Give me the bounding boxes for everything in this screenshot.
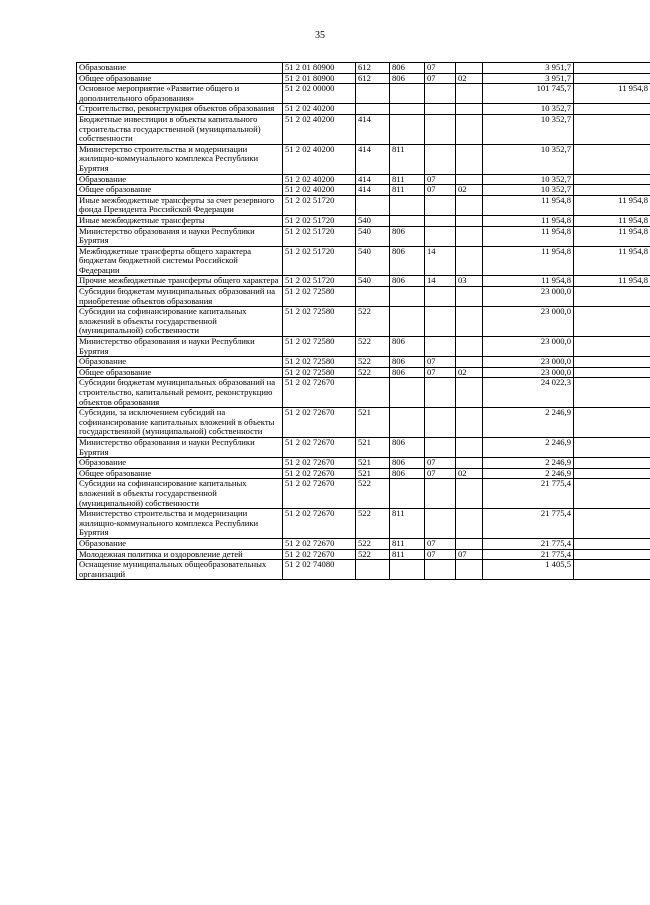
row-amount-cell: 23 000,0 (483, 357, 574, 368)
row-federal-amount-cell (574, 378, 650, 408)
row-subsection-cell (456, 63, 483, 74)
row-csr-code-cell: 51 2 02 72670 (283, 509, 356, 539)
row-federal-amount-cell (574, 307, 650, 337)
row-section-cell (425, 287, 456, 307)
row-name-cell: Образование (77, 357, 283, 368)
row-subsection-cell (456, 104, 483, 115)
page-number: 35 (315, 30, 325, 41)
row-name-cell: Субсидии бюджетам муниципальных образований на приобретение объектов образования (77, 287, 283, 307)
row-expense-type-cell: 414 (356, 114, 390, 144)
row-csr-code-cell: 51 2 02 72670 (283, 437, 356, 457)
row-csr-code-cell: 51 2 02 72670 (283, 458, 356, 469)
row-amount-cell: 3 951,7 (483, 73, 574, 84)
row-amount-cell: 21 775,4 (483, 509, 574, 539)
row-subsection-cell (456, 378, 483, 408)
row-name-cell: Общее образование (77, 367, 283, 378)
row-expense-type-cell: 522 (356, 479, 390, 509)
row-csr-code-cell: 51 2 02 40200 (283, 114, 356, 144)
row-expense-type-cell: 540 (356, 226, 390, 246)
row-ministry-code-cell: 806 (390, 226, 425, 246)
row-expense-type-cell (356, 287, 390, 307)
row-amount-cell: 11 954,8 (483, 276, 574, 287)
row-amount-cell: 10 352,7 (483, 114, 574, 144)
row-section-cell: 07 (425, 185, 456, 196)
row-name-cell: Бюджетные инвестиции в объекты капитального строительства государственной (муниципальной) собственности (77, 114, 283, 144)
row-amount-cell: 11 954,8 (483, 195, 574, 215)
row-amount-cell: 23 000,0 (483, 337, 574, 357)
row-name-cell: Образование (77, 63, 283, 74)
row-section-cell (425, 479, 456, 509)
row-ministry-code-cell: 806 (390, 458, 425, 469)
row-amount-cell: 21 775,4 (483, 538, 574, 549)
table-row (77, 84, 650, 104)
row-amount-cell: 23 000,0 (483, 367, 574, 378)
row-federal-amount-cell: 11 954,8 (574, 84, 650, 104)
row-csr-code-cell: 51 2 02 72670 (283, 549, 356, 560)
row-federal-amount-cell (574, 104, 650, 115)
table-row (77, 560, 650, 580)
row-federal-amount-cell (574, 560, 650, 580)
row-name-cell: Субсидии, за исключением субсидий на софинансирование капитальных вложений в объекты государственной (муниципальной) собственности (77, 408, 283, 438)
row-section-cell: 07 (425, 458, 456, 469)
table-row (77, 367, 650, 378)
row-ministry-code-cell: 806 (390, 357, 425, 368)
row-federal-amount-cell: 11 954,8 (574, 215, 650, 226)
table-row (77, 246, 650, 276)
row-csr-code-cell: 51 2 02 51720 (283, 226, 356, 246)
row-federal-amount-cell (574, 538, 650, 549)
row-csr-code-cell: 51 2 02 51720 (283, 276, 356, 287)
row-ministry-code-cell (390, 307, 425, 337)
row-federal-amount-cell (574, 458, 650, 469)
row-section-cell (425, 84, 456, 104)
row-expense-type-cell: 521 (356, 408, 390, 438)
row-ministry-code-cell: 806 (390, 246, 425, 276)
row-expense-type-cell: 612 (356, 63, 390, 74)
row-expense-type-cell: 540 (356, 246, 390, 276)
row-name-cell: Иные межбюджетные трансферты за счет резервного фонда Президента Российской Федерации (77, 195, 283, 215)
row-csr-code-cell: 51 2 02 51720 (283, 215, 356, 226)
row-section-cell (425, 408, 456, 438)
row-section-cell (425, 226, 456, 246)
row-csr-code-cell: 51 2 02 51720 (283, 246, 356, 276)
row-name-cell: Субсидии бюджетам муниципальных образований на строительство, капитальный ремонт, реконструкцию объектов образования (77, 378, 283, 408)
row-section-cell: 07 (425, 73, 456, 84)
row-federal-amount-cell (574, 174, 650, 185)
row-ministry-code-cell: 806 (390, 437, 425, 457)
row-federal-amount-cell: 11 954,8 (574, 246, 650, 276)
row-ministry-code-cell: 806 (390, 63, 425, 74)
row-ministry-code-cell (390, 84, 425, 104)
row-csr-code-cell: 51 2 02 72670 (283, 479, 356, 509)
row-expense-type-cell (356, 560, 390, 580)
row-ministry-code-cell (390, 479, 425, 509)
table-row (77, 549, 650, 560)
row-csr-code-cell: 51 2 02 72670 (283, 378, 356, 408)
row-name-cell: Образование (77, 538, 283, 549)
row-amount-cell: 11 954,8 (483, 246, 574, 276)
row-federal-amount-cell: 11 954,8 (574, 226, 650, 246)
row-federal-amount-cell (574, 185, 650, 196)
table-row (77, 337, 650, 357)
row-amount-cell: 21 775,4 (483, 479, 574, 509)
row-csr-code-cell: 51 2 02 00000 (283, 84, 356, 104)
row-name-cell: Молодежная политика и оздоровление детей (77, 549, 283, 560)
row-subsection-cell (456, 307, 483, 337)
row-csr-code-cell: 51 2 02 74080 (283, 560, 356, 580)
row-section-cell (425, 215, 456, 226)
table-row (77, 458, 650, 469)
row-section-cell (425, 307, 456, 337)
row-expense-type-cell: 414 (356, 144, 390, 174)
row-section-cell (425, 195, 456, 215)
row-name-cell: Министерство образования и науки Республики Бурятия (77, 437, 283, 457)
row-section-cell: 07 (425, 538, 456, 549)
row-subsection-cell (456, 509, 483, 539)
table-row (77, 307, 650, 337)
row-federal-amount-cell (574, 479, 650, 509)
row-subsection-cell (456, 246, 483, 276)
row-csr-code-cell: 51 2 02 40200 (283, 185, 356, 196)
row-csr-code-cell: 51 2 01 80900 (283, 63, 356, 74)
row-federal-amount-cell (574, 437, 650, 457)
row-csr-code-cell: 51 2 02 72580 (283, 287, 356, 307)
row-section-cell: 14 (425, 246, 456, 276)
row-amount-cell: 10 352,7 (483, 144, 574, 174)
row-amount-cell: 23 000,0 (483, 287, 574, 307)
row-amount-cell: 2 246,9 (483, 468, 574, 479)
table-row (77, 276, 650, 287)
table-row (77, 538, 650, 549)
row-ministry-code-cell (390, 287, 425, 307)
table-row (77, 73, 650, 84)
row-section-cell (425, 560, 456, 580)
row-ministry-code-cell (390, 560, 425, 580)
row-section-cell (425, 509, 456, 539)
row-amount-cell: 11 954,8 (483, 215, 574, 226)
row-expense-type-cell: 414 (356, 174, 390, 185)
row-name-cell: Общее образование (77, 468, 283, 479)
row-name-cell: Образование (77, 174, 283, 185)
row-csr-code-cell: 51 2 02 72670 (283, 468, 356, 479)
row-section-cell: 07 (425, 63, 456, 74)
row-name-cell: Прочие межбюджетные трансферты общего характера (77, 276, 283, 287)
row-section-cell (425, 378, 456, 408)
row-subsection-cell: 02 (456, 73, 483, 84)
row-subsection-cell (456, 538, 483, 549)
row-federal-amount-cell (574, 73, 650, 84)
row-ministry-code-cell: 811 (390, 538, 425, 549)
row-ministry-code-cell: 811 (390, 174, 425, 185)
row-subsection-cell (456, 479, 483, 509)
table-row (77, 468, 650, 479)
row-amount-cell: 10 352,7 (483, 185, 574, 196)
row-ministry-code-cell: 811 (390, 185, 425, 196)
row-subsection-cell (456, 195, 483, 215)
row-expense-type-cell: 522 (356, 307, 390, 337)
row-ministry-code-cell (390, 104, 425, 115)
row-section-cell (425, 337, 456, 357)
table-row (77, 226, 650, 246)
row-ministry-code-cell: 811 (390, 144, 425, 174)
row-ministry-code-cell: 811 (390, 549, 425, 560)
row-csr-code-cell: 51 2 02 72580 (283, 307, 356, 337)
row-name-cell: Субсидии на софинансирование капитальных вложений в объекты государственной (муниципальной) собственности (77, 307, 283, 337)
table-row (77, 287, 650, 307)
row-name-cell: Субсидии на софинансирование капитальных вложений в объекты государственной (муниципальной) собственности (77, 479, 283, 509)
row-subsection-cell (456, 174, 483, 185)
row-csr-code-cell: 51 2 02 40200 (283, 144, 356, 174)
row-csr-code-cell: 51 2 02 72580 (283, 367, 356, 378)
row-section-cell: 07 (425, 468, 456, 479)
row-name-cell: Образование (77, 458, 283, 469)
row-expense-type-cell (356, 84, 390, 104)
row-expense-type-cell: 521 (356, 437, 390, 457)
row-csr-code-cell: 51 2 01 80900 (283, 73, 356, 84)
row-federal-amount-cell (574, 509, 650, 539)
row-subsection-cell (456, 215, 483, 226)
table-row (77, 185, 650, 196)
row-name-cell: Межбюджетные трансферты общего характера бюджетам бюджетной системы Российской Федерации (77, 246, 283, 276)
row-subsection-cell (456, 144, 483, 174)
row-federal-amount-cell (574, 408, 650, 438)
row-section-cell: 14 (425, 276, 456, 287)
row-federal-amount-cell (574, 114, 650, 144)
row-ministry-code-cell (390, 114, 425, 144)
row-subsection-cell (456, 357, 483, 368)
row-ministry-code-cell (390, 378, 425, 408)
row-name-cell: Министерство образования и науки Республики Бурятия (77, 226, 283, 246)
row-expense-type-cell: 612 (356, 73, 390, 84)
table-row (77, 104, 650, 115)
row-section-cell (425, 114, 456, 144)
row-subsection-cell: 07 (456, 549, 483, 560)
row-section-cell (425, 144, 456, 174)
row-name-cell: Оснащение муниципальных общеобразовательных организаций (77, 560, 283, 580)
table-row (77, 479, 650, 509)
row-subsection-cell (456, 226, 483, 246)
table-row (77, 408, 650, 438)
table-row (77, 378, 650, 408)
row-csr-code-cell: 51 2 02 51720 (283, 195, 356, 215)
table-row (77, 63, 650, 74)
table-row (77, 437, 650, 457)
row-expense-type-cell: 540 (356, 276, 390, 287)
row-amount-cell: 3 951,7 (483, 63, 574, 74)
row-federal-amount-cell (574, 468, 650, 479)
row-ministry-code-cell: 806 (390, 468, 425, 479)
row-ministry-code-cell (390, 408, 425, 438)
row-federal-amount-cell: 11 954,8 (574, 195, 650, 215)
row-amount-cell: 101 745,7 (483, 84, 574, 104)
row-csr-code-cell: 51 2 02 72580 (283, 337, 356, 357)
row-amount-cell: 1 405,5 (483, 560, 574, 580)
row-expense-type-cell: 522 (356, 357, 390, 368)
row-federal-amount-cell (574, 367, 650, 378)
table-row (77, 215, 650, 226)
row-expense-type-cell: 540 (356, 215, 390, 226)
row-ministry-code-cell: 811 (390, 509, 425, 539)
row-section-cell: 07 (425, 357, 456, 368)
row-federal-amount-cell (574, 144, 650, 174)
row-amount-cell: 2 246,9 (483, 408, 574, 438)
row-expense-type-cell: 522 (356, 509, 390, 539)
row-ministry-code-cell (390, 195, 425, 215)
row-expense-type-cell: 521 (356, 458, 390, 469)
row-subsection-cell (456, 560, 483, 580)
table-row (77, 357, 650, 368)
row-subsection-cell: 03 (456, 276, 483, 287)
row-name-cell: Министерство строительства и модернизации жилищно-коммунального комплекса Республики Бурятия (77, 509, 283, 539)
row-federal-amount-cell (574, 63, 650, 74)
row-name-cell: Министерство образования и науки Республики Бурятия (77, 337, 283, 357)
row-ministry-code-cell: 806 (390, 73, 425, 84)
row-expense-type-cell: 522 (356, 367, 390, 378)
row-amount-cell: 2 246,9 (483, 437, 574, 457)
row-subsection-cell (456, 84, 483, 104)
row-amount-cell: 10 352,7 (483, 104, 574, 115)
row-federal-amount-cell (574, 549, 650, 560)
budget-table (76, 62, 650, 580)
row-ministry-code-cell: 806 (390, 337, 425, 357)
row-name-cell: Строительство, реконструкция объектов образования (77, 104, 283, 115)
row-csr-code-cell: 51 2 02 72670 (283, 408, 356, 438)
row-subsection-cell: 02 (456, 468, 483, 479)
row-section-cell (425, 437, 456, 457)
row-expense-type-cell (356, 104, 390, 115)
row-expense-type-cell (356, 378, 390, 408)
row-amount-cell: 24 022,3 (483, 378, 574, 408)
row-subsection-cell (456, 437, 483, 457)
row-subsection-cell (456, 408, 483, 438)
row-csr-code-cell: 51 2 02 72670 (283, 538, 356, 549)
row-subsection-cell (456, 458, 483, 469)
row-subsection-cell: 02 (456, 185, 483, 196)
row-subsection-cell (456, 287, 483, 307)
row-federal-amount-cell: 11 954,8 (574, 276, 650, 287)
row-amount-cell: 23 000,0 (483, 307, 574, 337)
row-csr-code-cell: 51 2 02 40200 (283, 174, 356, 185)
table-row (77, 509, 650, 539)
row-expense-type-cell: 522 (356, 549, 390, 560)
row-expense-type-cell: 522 (356, 337, 390, 357)
row-subsection-cell (456, 337, 483, 357)
table-row (77, 174, 650, 185)
row-expense-type-cell: 414 (356, 185, 390, 196)
row-federal-amount-cell (574, 337, 650, 357)
row-expense-type-cell: 521 (356, 468, 390, 479)
row-section-cell: 07 (425, 549, 456, 560)
row-expense-type-cell (356, 195, 390, 215)
row-federal-amount-cell (574, 287, 650, 307)
row-subsection-cell: 02 (456, 367, 483, 378)
row-ministry-code-cell: 806 (390, 276, 425, 287)
row-federal-amount-cell (574, 357, 650, 368)
row-name-cell: Иные межбюджетные трансферты (77, 215, 283, 226)
budget-table-body (77, 63, 650, 580)
table-row (77, 144, 650, 174)
table-row (77, 195, 650, 215)
row-amount-cell: 10 352,7 (483, 174, 574, 185)
table-row (77, 114, 650, 144)
row-amount-cell: 21 775,4 (483, 549, 574, 560)
row-csr-code-cell: 51 2 02 40200 (283, 104, 356, 115)
row-amount-cell: 2 246,9 (483, 458, 574, 469)
row-csr-code-cell: 51 2 02 72580 (283, 357, 356, 368)
row-section-cell: 07 (425, 367, 456, 378)
row-amount-cell: 11 954,8 (483, 226, 574, 246)
row-name-cell: Министерство строительства и модернизации жилищно-коммунального комплекса Республики Бурятия (77, 144, 283, 174)
row-name-cell: Общее образование (77, 185, 283, 196)
row-name-cell: Общее образование (77, 73, 283, 84)
row-section-cell (425, 104, 456, 115)
row-ministry-code-cell (390, 215, 425, 226)
row-expense-type-cell: 522 (356, 538, 390, 549)
row-section-cell: 07 (425, 174, 456, 185)
row-subsection-cell (456, 114, 483, 144)
row-name-cell: Основное мероприятие «Развитие общего и дополнительного образования» (77, 84, 283, 104)
row-ministry-code-cell: 806 (390, 367, 425, 378)
